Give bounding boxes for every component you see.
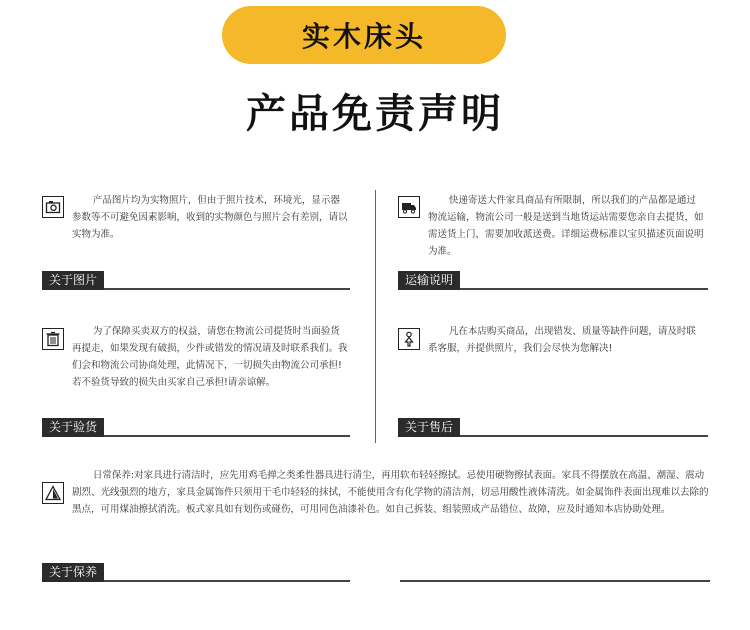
inspection-rule — [104, 435, 350, 437]
inspection-label-bar — [42, 418, 350, 437]
inspection-label: 关于验货 — [42, 418, 104, 437]
maintenance-rule-right — [400, 580, 710, 582]
trash-icon — [42, 328, 64, 350]
person-icon — [398, 328, 420, 350]
page-title: 产品免责声明 — [246, 91, 504, 137]
after-sales-text: 凡在本店购买商品，出现错发、质量等缺件问题，请及时联系客服，并提供照片，我们会尽快为您解决! — [428, 326, 696, 354]
pictures-rule — [104, 288, 350, 290]
truck-icon — [398, 196, 420, 218]
after-sales-label-bar — [398, 418, 708, 437]
shipping-label-bar — [398, 271, 708, 290]
column-divider — [375, 190, 376, 443]
shipping-label: 运输说明 — [398, 271, 460, 290]
shipping-rule — [460, 288, 708, 290]
inspection-text: 为了保障买卖双方的权益，请您在物流公司提货时当面验货再提走，如果发现有破损，少件或错发的情况请及时联系我们。我们会和物流公司协商处理，此情况下，一切损失由物流公司承担!若不验货导致的损失由买家自己承担!请亲谅解。 — [72, 326, 348, 388]
shipping-text: 快递寄送大件家具商品有所限制，所以我们的产品都是通过物流运输，物流公司一般是送到当地货运站需要您亲自去提货，如需送货上门，需要加收派送费。详细运费标准以宝贝描述页面说明为准。 — [428, 195, 704, 257]
maintenance-label-bar — [42, 563, 350, 582]
pictures-label: 关于图片 — [42, 271, 104, 290]
maintenance-rule — [104, 580, 350, 582]
maintenance-label: 关于保养 — [42, 563, 104, 582]
pictures-label-bar — [42, 271, 350, 290]
maintenance-text: 日常保养:对家具进行清洁时，应先用鸡毛掸之类柔性器具进行清尘，再用软布轻轻擦拭。忌使用硬物擦拭表面。家具不得摆放在高温、潮湿、震动剧烈、光线强烈的地方，家具金属饰件只须用干毛巾轻轻的抹拭，不能使用含有化学物的清洁剂，切忌用酸性液体清洗。如金属饰件表面出现难以去除的黑点，可用煤油擦拭消洗。板式家具如有划伤或碰伤，可用同色油漆补色。如自己拆装、组装照成产品错位、故障，应及时通知本店协助处理。 — [72, 470, 709, 515]
banner-title: 实木床头 — [301, 20, 426, 53]
title-banner — [222, 6, 506, 64]
warning-icon — [42, 482, 64, 504]
after-sales-label: 关于售后 — [398, 418, 460, 437]
after-sales-rule — [460, 435, 708, 437]
camera-icon — [42, 196, 64, 218]
pictures-text: 产品图片均为实物照片，但由于照片技术，环境光，显示器参数等不可避免因素影响，收到的实物颜色与照片会有差别，请以实物为准。 — [72, 195, 348, 240]
